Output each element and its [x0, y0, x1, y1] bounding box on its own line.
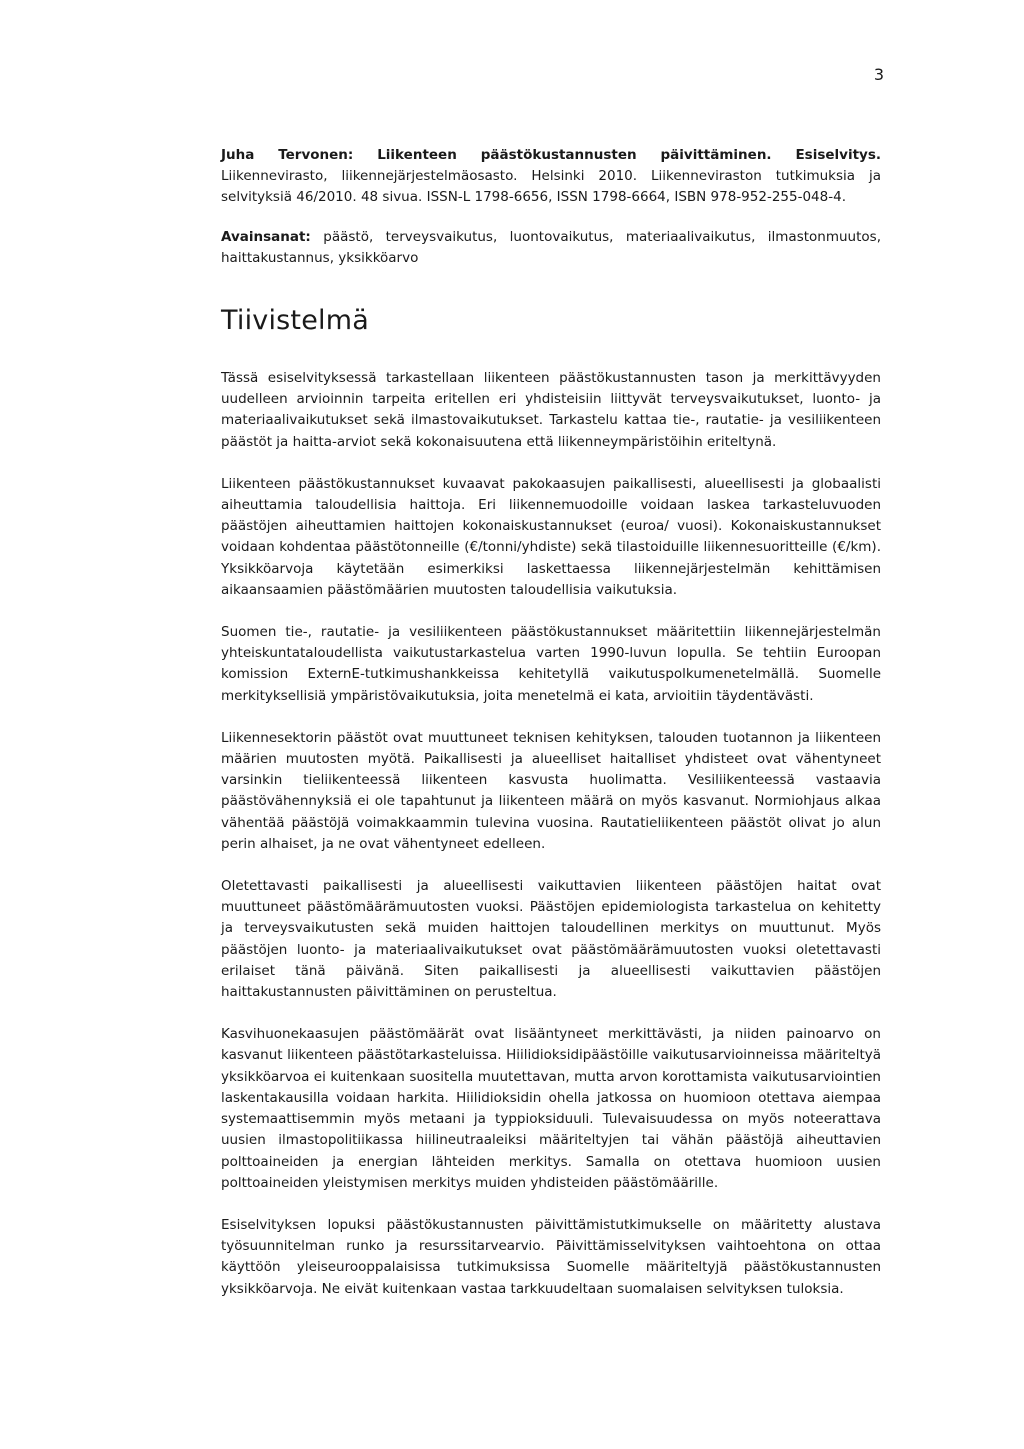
- abstract-paragraph: Liikennesektorin päästöt ovat muuttuneet teknisen kehityksen, talouden tuotannon ja liikenteen määrien muutosten myötä. Paikallisesti ja alueelliset haitalliset yhdisteet ovat vähentyneet varsinkin tieliikenteessä liikenteen kasvusta huolimatta. Vesiliikenteessä vastaavia päästövähennyksiä ei ole tapahtunut ja liikenteen määrä on myös kasvanut. Normiohjaus alkaa vähentää päästöjä voimakkaammin tulevina vuosina. Rautatieliikenteen päästöt olivat jo alun perin alhaiset, ja ne ovat vähentyneet edelleen.: [221, 729, 881, 852]
- section-title: Tiivistelmä: [221, 305, 369, 336]
- page-number: 3: [873, 65, 884, 84]
- abstract-paragraph: Kasvihuonekaasujen päästömäärät ovat lisääntyneet merkittävästi, ja niiden painoarvo on kasvanut liikenteen päästötarkasteluissa. Hiilidioksidipäästöille vaikutusarvioinneissa määriteltyä yksikköarvoa ei kuitenkaan suositella muutettavan, mutta arvon korottamista vaikutusarviointien laskentakausilla voidaan harkita. Hiilidioksidin ohella jatkossa on huomioon otettava aiempaa systemaattisemmin myös metaani ja typpioksiduuli. Tulevaisuudessa on myös noteerattava uusien ilmastopolitiikassa hiilineutraaleiksi määriteltyjen tai vähän päästöjä aiheuttavien polttoaineiden ja energian lähteiden merkitys. Samalla on otettava huomioon uusien polttoaineiden yleistymisen merkitys muiden yhdisteiden päästömäärille.: [221, 1026, 881, 1191]
- keywords: [221, 227, 881, 269]
- abstract-paragraph: Liikenteen päästökustannukset kuvaavat pakokaasujen paikallisesti, alueellisesti ja globaalisti aiheuttamia taloudellisia haittoja. Eri liikennemuodoille voidaan laskea tarkasteluvuoden päästöjen aiheuttamien haittojen kokonaiskustannukset (euroa/ vuosi). Kokonaiskustannukset voidaan kohdentaa päästötonneille (€/tonni/yhdiste) sekä tilastoiduille liikennesuoritteille (€/km). Yksikköarvoja käytetään esimerkiksi laskettaessa liikennejärjestelmän kehittämisen aikaansaamien päästömäärien muutosten taloudellisia vaikutuksia.: [221, 475, 881, 598]
- citation-text: Liikennevirasto, liikennejärjestelmäosasto. Helsinki 2010. Liikenneviraston tutkimuksia ja selvityksiä 46/2010. 48 sivua. ISSN-L 1798-6656, ISSN 1798-6664, ISBN 978-952-255-048-4.: [221, 168, 881, 205]
- abstract-paragraph: Tässä esiselvityksessä tarkastellaan liikenteen päästökustannusten tason ja merkittävyyden uudelleen arvioinnin tarpeita eritellen eri yhdisteisiin liittyvät terveysvaikutukset, luonto- ja materiaalivaikutukset sekä ilmastovaikutukset. Tarkastelu kattaa tie-, rautatie- ja vesiliikenteen päästöt ja haitta-arviot sekä kokonaisuutena että liikenneympäristöihin eriteltynä.: [221, 370, 881, 450]
- keywords-text: päästö, terveysvaikutus, luontovaikutus, materiaalivaikutus, ilmastonmuutos, haittakustannus, yksikköarvo: [221, 229, 881, 266]
- citation: [221, 145, 881, 208]
- document-body: [221, 145, 881, 1300]
- abstract-paragraph: Suomen tie-, rautatie- ja vesiliikenteen päästökustannukset määritettiin liikennejärjestelmän yhteiskuntataloudellista vaikutustarkastelua varten 1990-luvun lopulla. Se tehtiin Euroopan komission ExternE-tutkimushankkeissa kehitetyllä vaikutuspolkumenetelmällä. Suomelle merkityksellisiä ympäristövaikutuksia, joita menetelmä ei kata, arvioitiin täydentävästi.: [221, 624, 881, 704]
- abstract-paragraph: Esiselvityksen lopuksi päästökustannusten päivittämistutkimukselle on määritetty alustava työsuunnitelman runko ja resurssitarvearvio. Päivittämisselvityksen vaihtoehtona on ottaa käyttöön yleiseurooppalaisissa tutkimuksissa Suomelle määriteltyjä päästökustannusten yksikköarvoja. Ne eivät kuitenkaan vastaa tarkkuudeltaan suomalaisen selvityksen tuloksia.: [221, 1216, 881, 1297]
- keywords-label: Avainsanat:: [221, 229, 311, 245]
- abstract-paragraph: Oletettavasti paikallisesti ja alueellisesti vaikuttavien liikenteen päästöjen haitat ovat muuttuneet päästömäärämuutosten vuoksi. Päästöjen epidemiologista tarkastelua on kehitetty ja terveysvaikutusten sekä muiden haittojen taloudellinen merkitys on muuttunut. Myös päästöjen luonto- ja materiaalivaikutukset ovat päästömäärämuutosten vuoksi oletettavasti erilaiset tänä päivänä. Siten paikallisesti ja alueellisesti vaikuttavien päästöjen haittakustannusten päivittäminen on perusteltua.: [221, 878, 881, 1001]
- citation-lead: Juha Tervonen: Liikenteen päästökustannusten päivittäminen. Esiselvitys.: [221, 147, 881, 163]
